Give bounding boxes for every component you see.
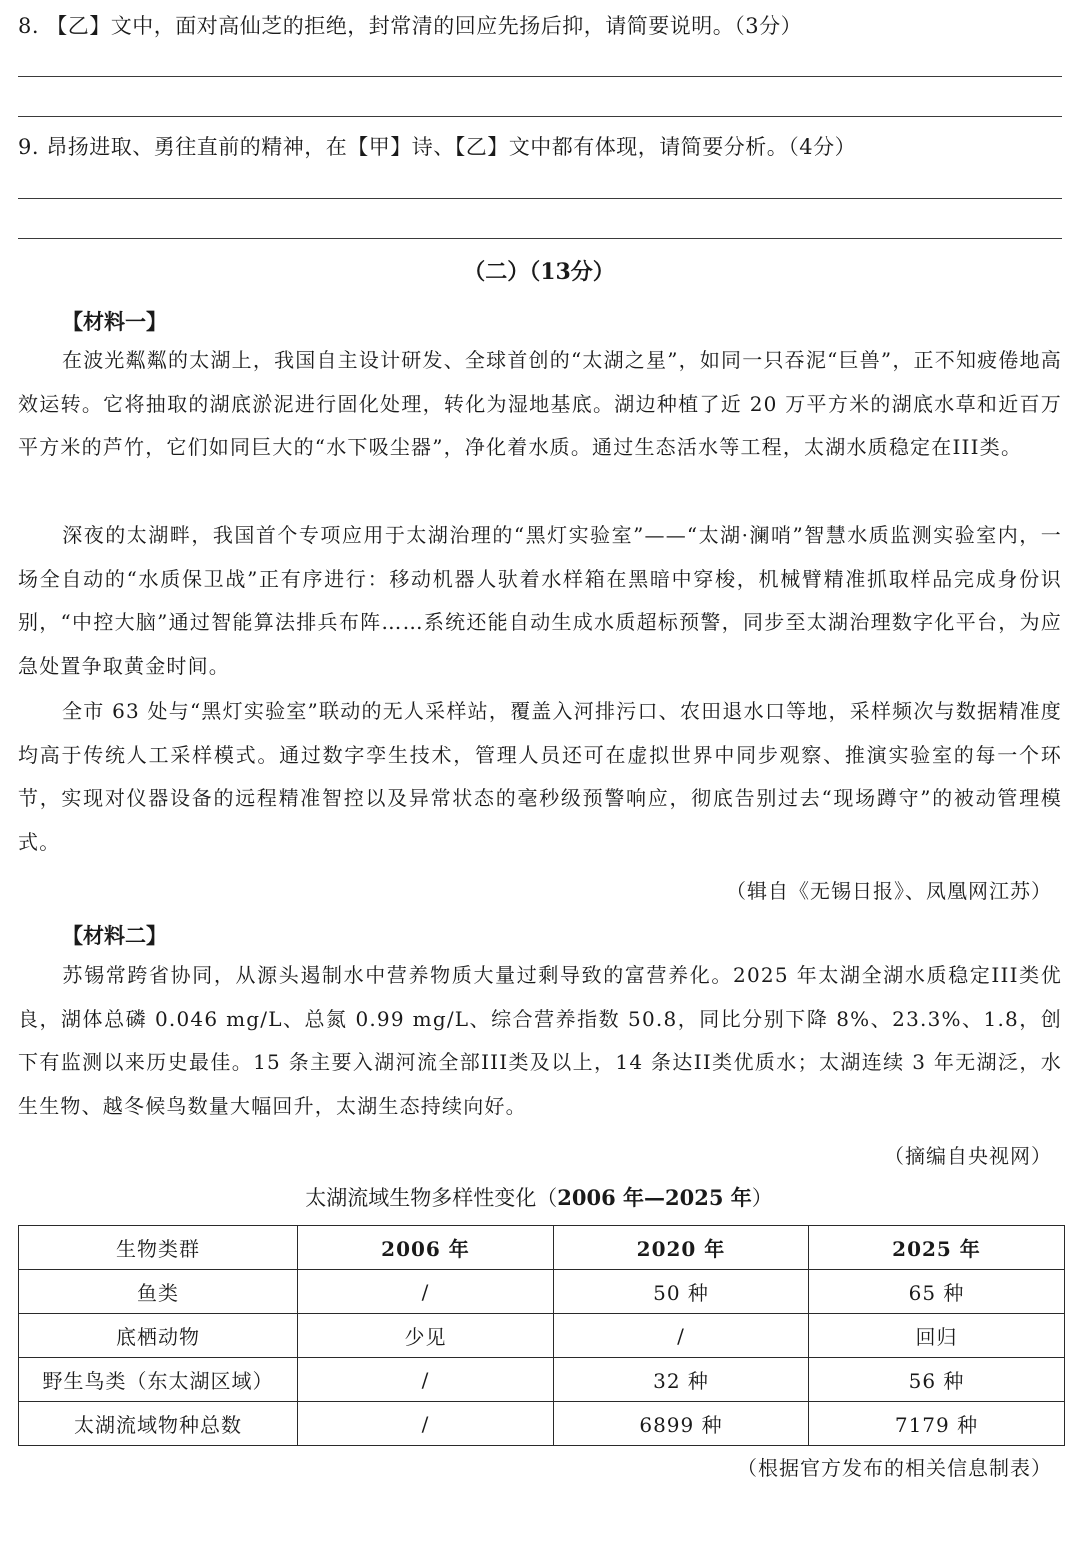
table-row: [19, 1314, 1065, 1358]
section-title: （二）（13分）: [463, 259, 615, 285]
table-header-cell: 2006 年: [298, 1226, 554, 1270]
answer-line: [18, 198, 1062, 199]
table-cell: 56 种: [809, 1358, 1065, 1402]
answer-line: [18, 238, 1062, 239]
table-cell: 32 种: [554, 1358, 809, 1402]
table-cell: 6899 种: [554, 1402, 809, 1446]
table-cell: 回归: [809, 1314, 1065, 1358]
table-cell: /: [298, 1270, 554, 1314]
table-cell: /: [298, 1358, 554, 1402]
table-cell: 野生鸟类（东太湖区域）: [19, 1358, 298, 1402]
table-row: [19, 1358, 1065, 1402]
table-cell: 少见: [298, 1314, 554, 1358]
biodiversity-table: [18, 1225, 1065, 1446]
question-9: 9. 昂扬进取、勇往直前的精神，在【甲】诗、【乙】文中都有体现，请简要分析。（4分）: [18, 135, 857, 159]
material-1-paragraph-2: 深夜的太湖畔，我国首个专项应用于太湖治理的“黑灯实验室”——“太湖·澜哨”智慧水质监测实验室内，一场全自动的“水质保卫战”正有序进行：移动机器人驮着水样箱在黑暗中穿梭，机械臂精准抓取样品完成身份识别，“中控大脑”通过智能算法排兵布阵……系统还能自动生成水质超标预警，同步至太湖治理数字化平台，为应急处置争取黄金时间。: [18, 523, 1062, 678]
table-cell: /: [298, 1402, 554, 1446]
material-2-heading: 【材料二】: [62, 923, 167, 948]
table-header-cell: 2020 年: [554, 1226, 809, 1270]
material-2-paragraph: 苏锡常跨省协同，从源头遏制水中营养物质大量过剩导致的富营养化。2025 年太湖全湖水质稳定III类优良，湖体总磷 0.046 mg/L、总氮 0.99 mg/L、综合营养指数 50.8，同比分别下降 8%、23.3%、1.8，创下有监测以来历史最佳。15 条主要入湖河流全部III类及以上，14 条达II类优质水；太湖连续 3 年无湖泛，水生生物、越冬候鸟数量大幅回升，太湖生态持续向好。: [18, 963, 1062, 1118]
table-cell: 50 种: [554, 1270, 809, 1314]
table-cell: 鱼类: [19, 1270, 298, 1314]
table-cell: /: [554, 1314, 809, 1358]
material-1-heading: 【材料一】: [62, 309, 167, 334]
material-1-paragraph-3: 全市 63 处与“黑灯实验室”联动的无人采样站，覆盖入河排污口、农田退水口等地，采样频次与数据精准度均高于传统人工采样模式。通过数字孪生技术，管理人员还可在虚拟世界中同步观察、推演实验室的每一个环节，实现对仪器设备的远程精准智控以及异常状态的毫秒级预警响应，彻底告别过去“现场蹲守”的被动管理模式。: [18, 699, 1062, 854]
table-cell: 65 种: [809, 1270, 1065, 1314]
table-row: [19, 1270, 1065, 1314]
table-cell: 太湖流域物种总数: [19, 1402, 298, 1446]
table-header-cell: 2025 年: [809, 1226, 1065, 1270]
question-8: 8. 【乙】文中，面对高仙芝的拒绝，封常清的回应先扬后抑，请简要说明。（3分）: [18, 14, 803, 38]
table-source: （根据官方发布的相关信息制表）: [737, 1456, 1052, 1480]
table-row: [19, 1402, 1065, 1446]
table-cell: 底栖动物: [19, 1314, 298, 1358]
table-cell: 7179 种: [809, 1402, 1065, 1446]
table-header-row: [19, 1226, 1065, 1270]
answer-line: [18, 116, 1062, 117]
material-1-paragraph-1: 在波光粼粼的太湖上，我国自主设计研发、全球首创的“太湖之星”，如同一只吞泥“巨兽”，正不知疲倦地高效运转。它将抽取的湖底淤泥进行固化处理，转化为湿地基底。湖边种植了近 20 万平方米的湖底水草和近百万平方米的芦竹，它们如同巨大的“水下吸尘器”，净化着水质。通过生态活水等工程，太湖水质稳定在III类。: [18, 348, 1062, 459]
table-header-cell: 生物类群: [19, 1226, 298, 1270]
material-1-source: （辑自《无锡日报》、凤凰网江苏）: [726, 879, 1052, 903]
answer-line: [18, 76, 1062, 77]
material-2-source: （摘编自央视网）: [884, 1144, 1052, 1168]
table-title: 太湖流域生物多样性变化（2006 年—2025 年）: [305, 1185, 773, 1210]
